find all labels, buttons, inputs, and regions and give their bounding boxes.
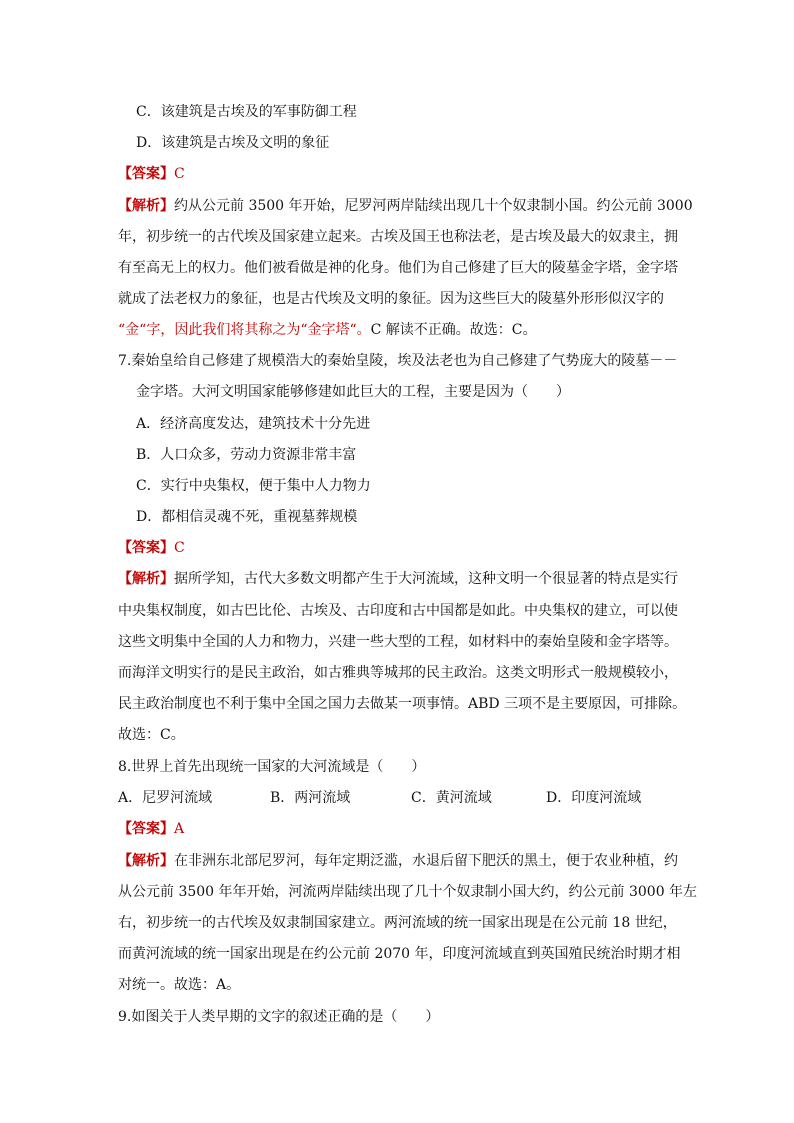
q7-option-d: D．都相信灵魂不死，重视墓葬规模	[136, 509, 358, 525]
analysis-label: 【解析】	[118, 198, 174, 214]
q7-option-b: B．人口众多，劳动力资源非常丰富	[136, 447, 357, 463]
q8-analysis-line-3: 右，初步统一的古代埃及奴隶制国家建立。两河流域的统一国家出现是在公元前 18 世纪，	[118, 915, 677, 931]
answer-label: 【答案】	[118, 166, 174, 182]
q6-analysis-line-4: 就成了法老权力的象征，也是古代埃及文明的象征。因为这些巨大的陵墓外形形似汉字的	[118, 291, 664, 307]
q8-analysis-line-1	[118, 851, 678, 871]
q8-analysis-line-4: 而黄河流域的统一国家出现是在约公元前 2070 年，印度河流域直到英国殖民统治时期才相	[118, 946, 681, 962]
analysis-label: 【解析】	[118, 853, 174, 869]
analysis-text: C 解读不正确。故选：C。	[370, 322, 537, 338]
q9-stem: 9.如图关于人类早期的文字的叙述正确的是（ ）	[118, 1009, 440, 1025]
q7-analysis-line-3: 这些文明集中全国的人力和物力，兴建一些大型的工程，如材料中的秦始皇陵和金字塔等。	[118, 634, 678, 650]
q7-answer	[118, 538, 185, 558]
q8-analysis-line-2: 从公元前 3500 年年开始，河流两岸陆续出现了几十个奴隶制小国大约，约公元前 3000 年左	[118, 884, 698, 900]
q6-analysis-line-2: 年，初步统一的古代埃及国家建立起来。古埃及国王也称法老，是古埃及最大的奴隶主，拥	[118, 229, 678, 245]
q6-option-c: C．该建筑是古埃及的军事防御工程	[136, 104, 357, 120]
analysis-quote: “金“字，因此我们将其称之为“金字塔“。	[118, 322, 371, 338]
answer-value: C	[174, 166, 185, 182]
q8-option-c: C．黄河流域	[411, 790, 492, 806]
answer-label: 【答案】	[118, 821, 174, 837]
q8-analysis-line-5: 对统一。故选：A。	[118, 977, 241, 993]
q8-answer	[118, 819, 184, 839]
q7-option-a: A．经济高度发达，建筑技术十分先进	[136, 416, 371, 432]
q7-analysis-line-5: 民主政治制度也不利于集中全国之国力去做某一项事情。ABD 三项不是主要原因，可排除。	[118, 696, 687, 712]
q7-analysis-line-4: 而海洋文明实行的是民主政治，如古雅典等城邦的民主政治。这类文明形式一般规模较小，	[118, 665, 678, 681]
q6-analysis-line-1	[118, 196, 693, 216]
analysis-text: 约从公元前 3500 年开始，尼罗河两岸陆续出现几十个奴隶制小国。约公元前 3000	[174, 198, 693, 214]
answer-value: C	[174, 540, 185, 556]
q8-option-b: B．两河流域	[270, 790, 351, 806]
q6-analysis-line-3: 有至高无上的权力。他们被看做是神的化身。他们为自己修建了巨大的陵墓金字塔，金字塔	[118, 260, 678, 276]
q6-answer	[118, 164, 185, 184]
q7-stem-line-2: 金字塔。大河文明国家能够修建如此巨大的工程，主要是因为（ ）	[136, 384, 570, 400]
q8-option-d: D．印度河流域	[546, 790, 642, 806]
q7-analysis-line-1	[118, 569, 678, 589]
q7-stem-line-1: 7.秦始皇给自己修建了规模浩大的秦始皇陵，埃及法老也为自己修建了气势庞大的陵墓－－	[118, 353, 678, 369]
q7-analysis-line-6: 故选：C。	[118, 727, 185, 743]
analysis-text: 在非洲东北部尼罗河，每年定期泛滥，水退后留下肥沃的黑土，便于农业种植，约	[174, 853, 678, 869]
answer-value: A	[174, 821, 185, 837]
q8-stem: 8.世界上首先出现统一国家的大河流域是（ ）	[118, 759, 426, 775]
q8-option-a: A．尼罗河流域	[118, 790, 213, 806]
q7-analysis-line-2: 中央集权制度，如古巴比伦、古埃及、古印度和古中国都是如此。中央集权的建立，可以使	[118, 603, 678, 619]
q6-analysis-line-5	[118, 320, 537, 340]
analysis-label: 【解析】	[118, 571, 174, 587]
answer-label: 【答案】	[118, 540, 174, 556]
q7-option-c: C．实行中央集权，便于集中人力物力	[136, 478, 371, 494]
analysis-text: 据所学知，古代大多数文明都产生于大河流域，这种文明一个很显著的特点是实行	[174, 571, 678, 587]
q6-option-d: D．该建筑是古埃及文明的象征	[136, 135, 330, 151]
